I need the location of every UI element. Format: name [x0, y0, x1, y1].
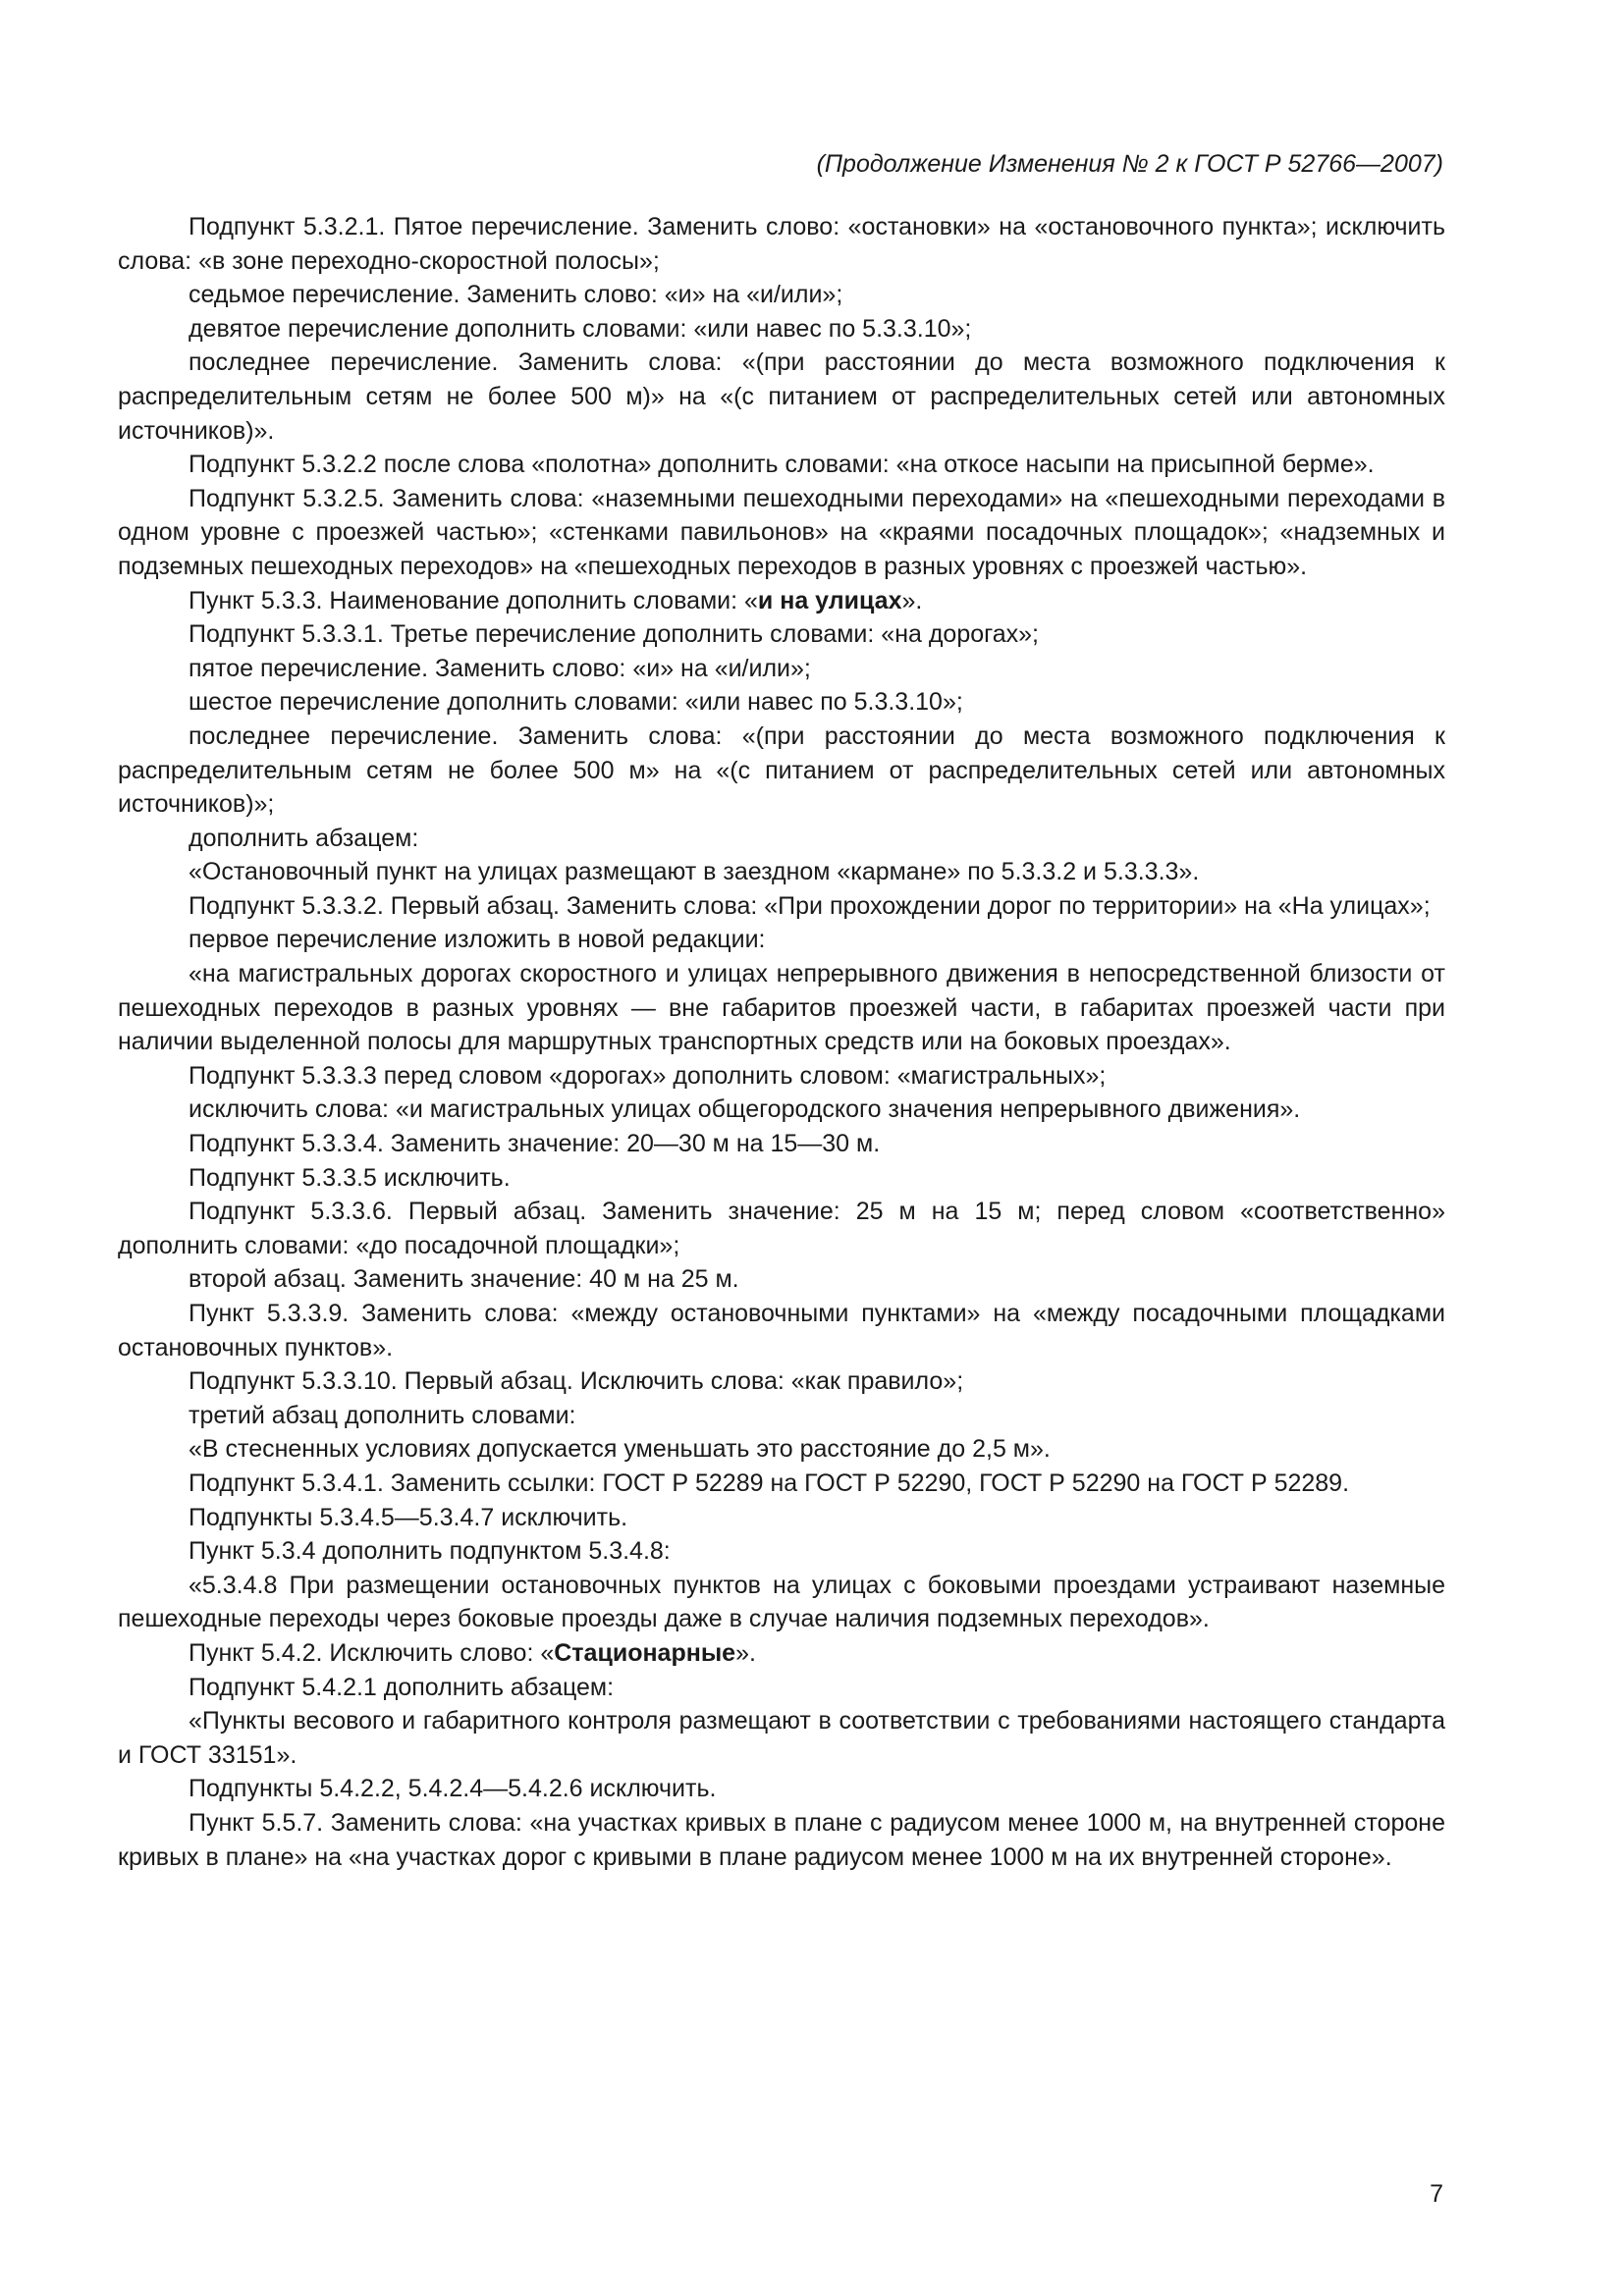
paragraph: Подпункт 5.3.4.1. Заменить ссылки: ГОСТ Р 52289 на ГОСТ Р 52290, ГОСТ Р 52290 на ГОСТ Р 52289.	[189, 1468, 1350, 1497]
paragraph: «5.3.4.8 При размещении остановочных пунктов на улицах с боковыми проездами устраивают наземные пешеходные переходы через боковые проезды даже в случае наличия подземных переходов».	[118, 1571, 1445, 1633]
running-header: (Продолжение Изменения № 2 к ГОСТ Р 52766—2007)	[816, 150, 1443, 178]
paragraph-text: ».	[901, 586, 923, 614]
paragraph: последнее перечисление. Заменить слова: «(при расстоянии до места возможного подключения к распределительным сетям не более 500 м» на «(с питанием от распределительных сетей или автономных источников)»;	[118, 721, 1445, 819]
paragraph: пятое перечисление. Заменить слово: «и» на «и/или»;	[189, 654, 811, 682]
paragraph: второй абзац. Заменить значение: 40 м на 25 м.	[189, 1265, 739, 1294]
paragraph: «Пункты весового и габаритного контроля размещают в соответствии с требованиями настоящего стандарта и ГОСТ 33151».	[118, 1707, 1445, 1769]
paragraph: третий абзац дополнить словами:	[189, 1401, 576, 1429]
paragraph: исключить слова: «и магистральных улицах общегородского значения непрерывного движения».	[189, 1095, 1301, 1124]
paragraph: Подпункт 5.3.3.6. Первый абзац. Заменить значение: 25 м на 15 м; перед словом «соответственно» дополнить словами: «до посадочной площадки»;	[118, 1198, 1445, 1259]
paragraph: Подпункт 5.3.2.2 после слова «полотна» дополнить словами: «на откосе насыпи на присыпной берме».	[189, 451, 1375, 479]
page-number: 7	[1430, 2180, 1443, 2208]
paragraph: «на магистральных дорогах скоростного и улицах непрерывного движения в непосредственной близости от пешеходных переходов в разных уровнях — вне габаритов проезжей части, в габаритах проезжей части при наличии выделенной полосы для маршрутных транспортных средств или на боковых проездах».	[118, 960, 1445, 1056]
paragraph: девятое перечисление дополнить словами: «или навес по 5.3.3.10»;	[189, 314, 972, 343]
paragraph-text: ».	[735, 1638, 756, 1667]
paragraph: «Остановочный пункт на улицах размещают в заездном «кармане» по 5.3.3.2 и 5.3.3.3».	[189, 858, 1200, 886]
document-body	[118, 210, 1445, 1874]
paragraph	[118, 1636, 1445, 1671]
paragraph: Пункт 5.3.4 дополнить подпунктом 5.3.4.8:	[189, 1537, 671, 1566]
paragraph	[118, 584, 1445, 618]
paragraph-text: Пункт 5.3.3. Наименование дополнить словами: «	[189, 586, 758, 614]
paragraph: Пункт 5.3.3.9. Заменить слова: «между остановочными пунктами» на «между посадочными площадками остановочных пунктов».	[118, 1300, 1445, 1362]
paragraph: Подпункт 5.3.3.4. Заменить значение: 20—30 м на 15—30 м.	[189, 1130, 881, 1158]
paragraph: Подпункт 5.3.3.1. Третье перечисление дополнить словами: «на дорогах»;	[189, 620, 1039, 649]
paragraph: седьмое перечисление. Заменить слово: «и» на «и/или»;	[189, 281, 843, 309]
paragraph: последнее перечисление. Заменить слова: «(при расстоянии до места возможного подключения к распределительным сетям не более 500 м)» на «(с питанием от распределительных сетей или автономных источников)».	[118, 348, 1445, 445]
paragraph: дополнить абзацем:	[189, 824, 419, 852]
paragraph: Подпункт 5.3.2.5. Заменить слова: «наземными пешеходными переходами» на «пешеходными переходами в одном уровне с проезжей частью»; «стенками павильонов» на «краями посадочных площадок»; «надземных и подземных пешеходных переходов» на «пешеходных переходов в разных уровнях с проезжей частью».	[118, 484, 1445, 580]
paragraph: первое перечисление изложить в новой редакции:	[189, 926, 766, 954]
paragraph: Подпункты 5.3.4.5—5.3.4.7 исключить.	[189, 1503, 628, 1531]
paragraph-bold-text: и на улицах	[757, 586, 902, 614]
paragraph: Подпункт 5.4.2.1 дополнить абзацем:	[189, 1673, 615, 1701]
paragraph: Пункт 5.5.7. Заменить слова: «на участках кривых в плане с радиусом менее 1000 м, на внутренней стороне кривых в плане» на «на участках дорог с кривыми в плане радиусом менее 1000 м на их внутренней стороне».	[118, 1808, 1445, 1871]
paragraph-text: Пункт 5.4.2. Исключить слово: «	[189, 1638, 555, 1667]
paragraph: Подпункты 5.4.2.2, 5.4.2.4—5.4.2.6 исключить.	[189, 1775, 717, 1803]
paragraph: «В стесненных условиях допускается уменьшать это расстояние до 2,5 м».	[189, 1435, 1051, 1464]
paragraph: Подпункт 5.3.2.1. Пятое перечисление. Заменить слово: «остановки» на «остановочного пункта»; исключить слова: «в зоне переходно-скоростной полосы»;	[118, 213, 1445, 275]
paragraph: Подпункт 5.3.3.2. Первый абзац. Заменить слова: «При прохождении дорог по территории» на «На улицах»;	[189, 891, 1431, 920]
paragraph: шестое перечисление дополнить словами: «или навес по 5.3.3.10»;	[189, 688, 963, 717]
paragraph-bold-text: Стационарные	[554, 1638, 736, 1667]
paragraph: Подпункт 5.3.3.10. Первый абзац. Исключить слова: «как правило»;	[189, 1367, 964, 1396]
paragraph: Подпункт 5.3.3.5 исключить.	[189, 1163, 511, 1192]
paragraph: Подпункт 5.3.3.3 перед словом «дорогах» дополнить словом: «магистральных»;	[189, 1061, 1107, 1090]
